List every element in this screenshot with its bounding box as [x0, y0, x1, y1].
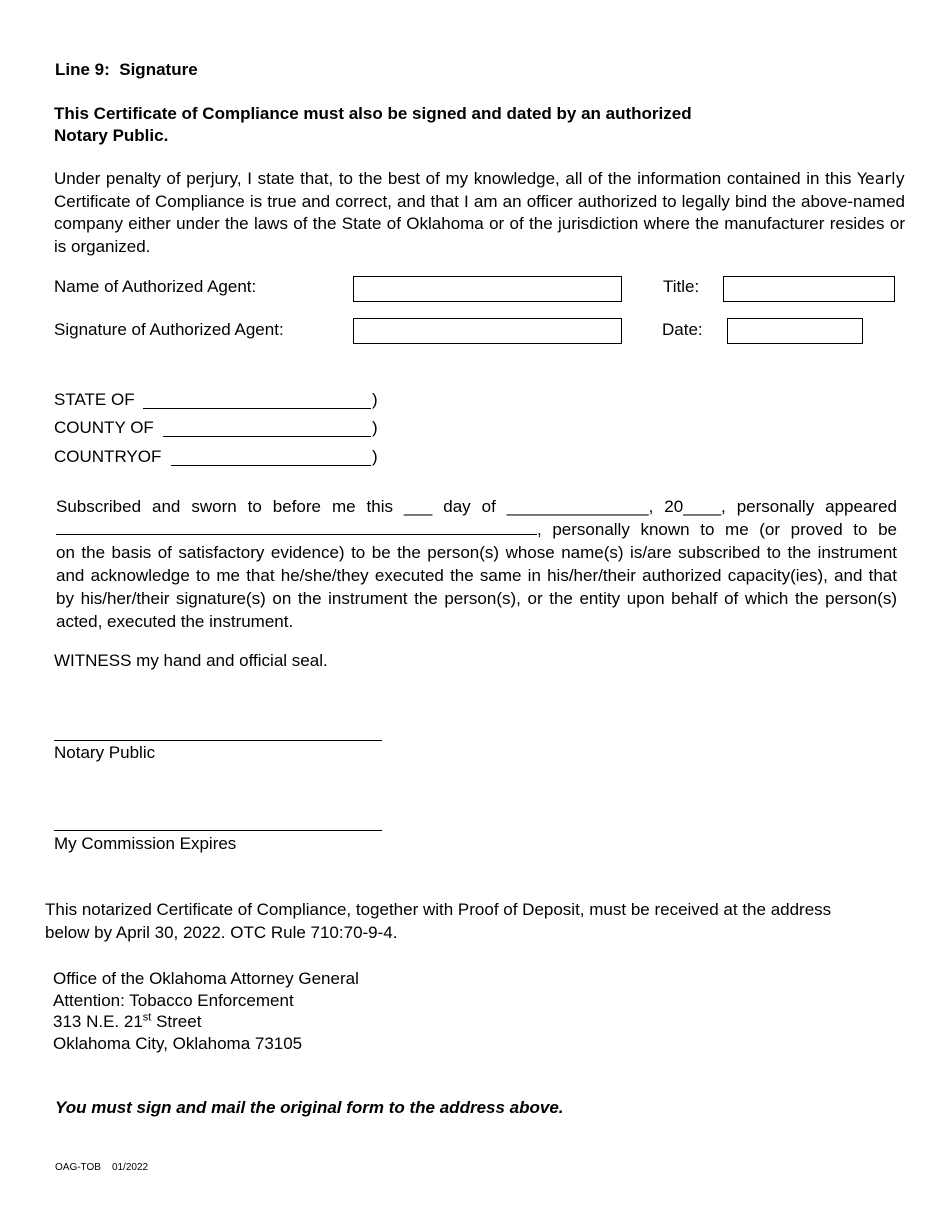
state-paren: ): [372, 390, 378, 409]
perjury-declaration: [54, 168, 905, 258]
jurat-line2: [56, 518, 897, 541]
address-line2: Attention: Tobacco Enforcement: [53, 990, 294, 1010]
declaration-text-after: Certificate of Compliance is true and correct, and that I am an officer authorized to legally bind the above-named company either under the laws of the State of Oklahoma or of the jurisdiction where the manufacturer resides or is organized.: [54, 191, 905, 256]
address-line4: Oklahoma City, Oklahoma 73105: [53, 1033, 303, 1053]
notary-notice-line1: This Certificate of Compliance must also be signed and dated by an authorized: [54, 104, 692, 123]
form-code: OAG-TOB: [55, 1162, 101, 1173]
witness-text: WITNESS my hand and official seal.: [54, 651, 328, 670]
county-label: COUNTY OF: [54, 418, 154, 437]
jurat-line2-text: , personally known to me (or proved to be: [537, 520, 897, 539]
country-paren: ): [372, 447, 378, 466]
country-label: COUNTRYOF: [54, 447, 162, 466]
commission-expires-line[interactable]: [54, 830, 382, 831]
sign-mail-instruction: You must sign and mail the original form to the address above.: [55, 1098, 564, 1117]
jurat-line1: Subscribed and sworn to before me this ___ day of _______________, 20____, personally appeared: [56, 497, 897, 516]
agent-name-label: Name of Authorized Agent:: [54, 277, 257, 296]
declaration-text-before: Under penalty of perjury, I state that, to the best of my knowledge, all of the information contained in this: [54, 169, 858, 188]
address-number: 313 N.E. 21: [53, 1012, 143, 1031]
date-label: Date:: [662, 320, 703, 339]
form-footer: [55, 1162, 159, 1173]
address-line3: [53, 1011, 359, 1033]
state-label: STATE OF: [54, 390, 135, 409]
mailing-address: [53, 968, 359, 1054]
county-line[interactable]: [163, 436, 371, 437]
notary-public-label: Notary Public: [54, 743, 156, 762]
notary-signature-line[interactable]: [54, 740, 382, 741]
address-ordinal: st: [142, 1011, 152, 1024]
title-label: Title:: [663, 277, 700, 296]
country-line[interactable]: [171, 465, 371, 466]
agent-name-field[interactable]: [353, 276, 622, 302]
state-line[interactable]: [143, 408, 371, 409]
declaration-yearly: Yearly: [857, 169, 905, 188]
county-paren: ): [372, 418, 378, 437]
mailing-notice: This notarized Certificate of Compliance, together with Proof of Deposit, must be received at the address below by April 30, 2022. OTC Rule 710:70-9-4.: [45, 900, 832, 942]
date-field[interactable]: [727, 318, 863, 344]
section-heading: [55, 60, 198, 80]
notary-notice: [54, 103, 692, 147]
notary-notice-line2: Notary Public.: [54, 126, 169, 145]
address-line1: Office of the Oklahoma Attorney General: [53, 969, 359, 988]
commission-expires-label: My Commission Expires: [54, 834, 237, 853]
address-street: Street: [151, 1012, 202, 1031]
title-field[interactable]: [723, 276, 895, 302]
signature-field[interactable]: [353, 318, 622, 344]
line-title: Signature: [119, 60, 198, 79]
line-label: Line 9:: [55, 60, 110, 79]
form-revision: 01/2022: [111, 1162, 149, 1173]
signature-label: Signature of Authorized Agent:: [54, 320, 284, 339]
appeared-name-line[interactable]: [56, 518, 537, 535]
jurat-body: on the basis of satisfactory evidence) to be the person(s) whose name(s) is/are subscribed to the instrument and acknowledge to me that he/she/they executed the same in his/her/their authorized capacity(ies), and that by his/her/their signature(s) on the instrument the person(s), or the entity upon behalf of which the person(s) acted, executed the instrument.: [56, 543, 897, 631]
